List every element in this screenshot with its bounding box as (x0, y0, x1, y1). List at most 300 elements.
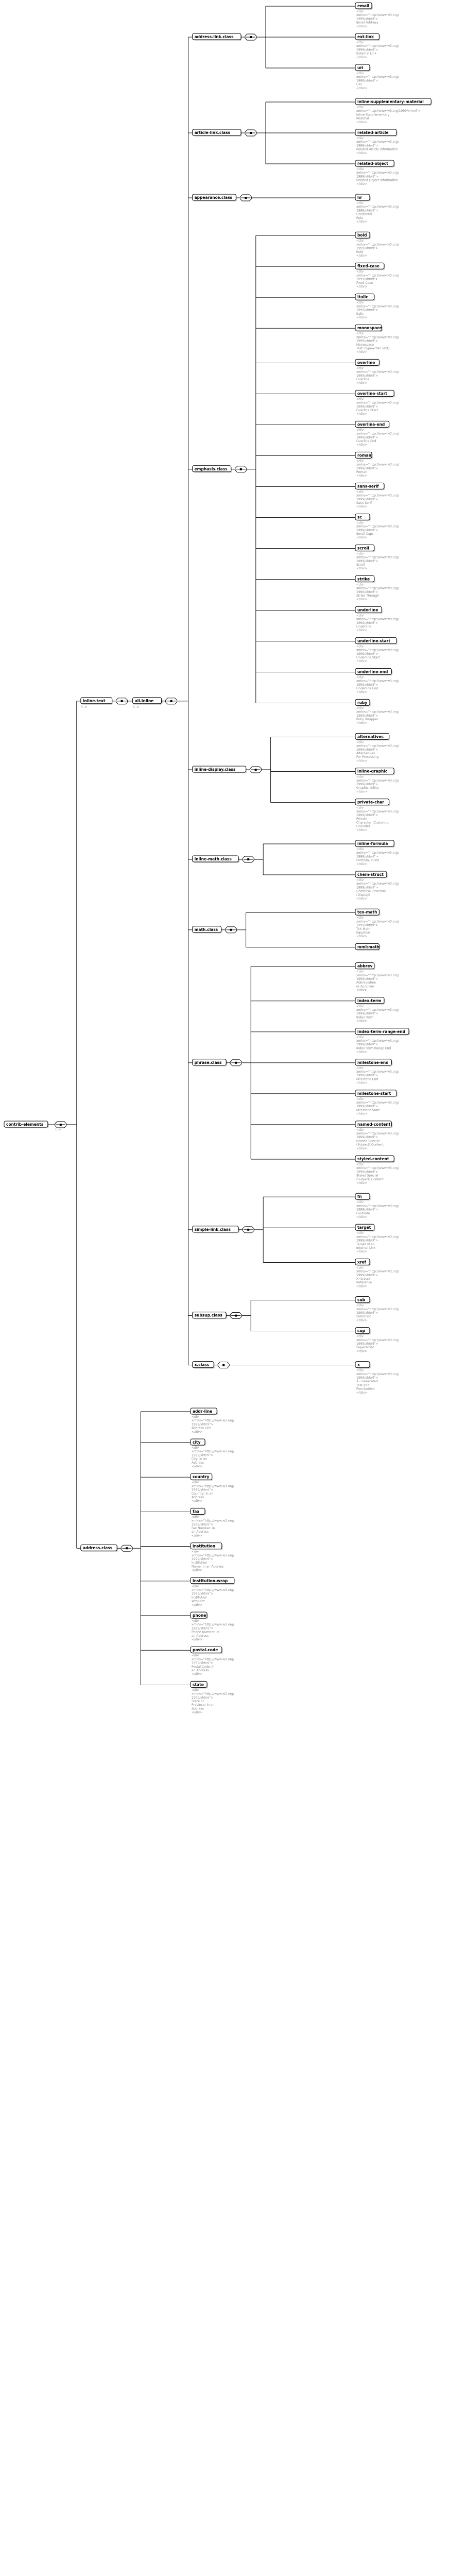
element-overline-label: overline (357, 360, 375, 365)
element-inline-formula-label: inline-formula (357, 841, 388, 846)
element-fixed-case-label: fixed-case (357, 264, 380, 269)
doc-styled-content (356, 1163, 400, 1185)
svg-text:<div: <div (356, 916, 364, 920)
class-x-class[interactable] (193, 1362, 215, 1369)
svg-text:External Link: External Link (356, 52, 377, 56)
doc-addr-line (192, 1415, 235, 1434)
doc-abbrev (356, 970, 400, 992)
svg-text:xmlns="http://www.w3.org/: xmlns="http://www.w3.org/ (356, 555, 399, 560)
address-class-group[interactable] (81, 1545, 118, 1552)
doc-inline-graphic (356, 775, 400, 794)
element-xref[interactable] (355, 1259, 371, 1266)
address-choice-compositor (121, 1545, 132, 1551)
doc-fn (356, 1200, 400, 1219)
element-strike[interactable] (355, 575, 375, 583)
element-postal-code[interactable] (191, 1647, 223, 1654)
element-postal-code-label: postal-code (193, 1648, 218, 1653)
element-related-article-label: related-article (357, 130, 389, 135)
svg-text:an Address: an Address (192, 1669, 209, 1672)
svg-text:1999/xhtml">: 1999/xhtml"> (356, 1239, 378, 1243)
svg-text:Overline: Overline (356, 378, 370, 381)
element-state-label: state (193, 1682, 204, 1687)
class-inline-math-class-label: inline-math.class (194, 857, 232, 861)
svg-text:<div: <div (356, 201, 364, 205)
doc-chem-struct (356, 878, 400, 901)
element-scroll[interactable] (355, 545, 375, 552)
doc-underline-start (356, 645, 400, 663)
svg-text:1999/xhtml">: 1999/xhtml"> (356, 1043, 378, 1047)
inline-text-group[interactable] (81, 698, 113, 705)
doc-related-object (356, 167, 400, 186)
element-alternatives[interactable] (355, 733, 390, 740)
svg-text:<div: <div (356, 806, 364, 810)
element-index-term-range-end[interactable] (355, 1028, 410, 1036)
element-related-object[interactable] (355, 160, 395, 167)
cardinality-label: 0..∞ (80, 705, 88, 709)
svg-text:Wrapper: Wrapper (192, 1599, 205, 1603)
svg-text:Inline Supplementary: Inline Supplementary (356, 113, 390, 117)
element-inline-formula[interactable] (355, 840, 395, 848)
svg-text:1999/xhtml">: 1999/xhtml"> (356, 466, 378, 470)
element-tex-math[interactable] (355, 909, 380, 916)
svg-text:xmlns="http://www.w3.org/: xmlns="http://www.w3.org/ (356, 744, 399, 748)
svg-text:<div: <div (356, 301, 364, 305)
svg-text:</div>: </div> (192, 1672, 203, 1676)
svg-text:</div>: </div> (356, 1181, 368, 1185)
svg-text:</div>: </div> (356, 24, 368, 28)
element-fn-label: fn (357, 1194, 362, 1199)
svg-text:Material: Material (356, 116, 369, 121)
svg-text:1999/xhtml">: 1999/xhtml"> (356, 814, 378, 817)
svg-text:<div: <div (192, 1481, 199, 1485)
svg-text:Footnote: Footnote (356, 1211, 370, 1215)
doc-alternatives (356, 740, 400, 762)
class-subsup-class[interactable] (193, 1312, 228, 1319)
svg-text:State or: State or (192, 1700, 204, 1703)
svg-text:</div>: </div> (356, 474, 368, 478)
class-choice-compositor (245, 34, 256, 40)
svg-text:xmlns="http://www.w3.org/: xmlns="http://www.w3.org/ (192, 1588, 234, 1592)
element-city-label: city (193, 1440, 201, 1445)
svg-text:xmlns="http://www.w3.org/: xmlns="http://www.w3.org/ (356, 335, 399, 340)
element-italic[interactable] (355, 294, 375, 301)
svg-text:Sans Serif: Sans Serif (356, 501, 372, 505)
element-ruby[interactable] (355, 699, 371, 706)
element-tex-math-label: tex-math (357, 910, 377, 915)
svg-text:xmlns="http://www.w3.org/: xmlns="http://www.w3.org/ (356, 679, 399, 683)
element-city[interactable] (191, 1439, 206, 1446)
svg-text:Styled Special: Styled Special (356, 1174, 378, 1178)
element-state[interactable] (191, 1681, 208, 1688)
element-sc[interactable] (355, 514, 371, 521)
svg-text:1999/xhtml">: 1999/xhtml"> (356, 48, 378, 52)
svg-text:xmlns="http://www.w3.org/: xmlns="http://www.w3.org/ (192, 1484, 234, 1488)
svg-text:1999/xhtml">: 1999/xhtml"> (192, 1696, 214, 1700)
doc-sans-serif (356, 490, 400, 509)
doc-private-char (356, 806, 400, 832)
svg-text:xmlns="http://www.w3.org/: xmlns="http://www.w3.org/ (356, 1039, 399, 1043)
svg-text:Roman: Roman (356, 470, 367, 474)
svg-text:1999/xhtml">: 1999/xhtml"> (192, 1661, 214, 1665)
svg-text:xmlns="http://www.w3.org/: xmlns="http://www.w3.org/ (356, 778, 399, 783)
element-ext-link-label: ext-link (357, 35, 374, 39)
class-simple-link-class-label: simple-link.class (194, 1227, 231, 1232)
element-overline-end[interactable] (355, 421, 390, 428)
class-appearance-class-label: appearance.class (194, 195, 233, 200)
element-ruby-label: ruby (357, 700, 368, 705)
element-inline-supplementary-material[interactable] (355, 98, 432, 106)
svg-text:For Processing: For Processing (356, 755, 379, 759)
svg-text:xmlns="http://www.w3.org/: xmlns="http://www.w3.org/ (356, 524, 399, 529)
svg-text:xmlns="http://www.w3.org/: xmlns="http://www.w3.org/ (356, 274, 399, 278)
svg-text:Small Caps: Small Caps (356, 532, 374, 536)
svg-text:Underline Start: Underline Start (356, 656, 380, 659)
doc-fax (192, 1515, 235, 1537)
svg-text:<div: <div (356, 1004, 364, 1008)
svg-text:xmlns="http://www.w3.org/: xmlns="http://www.w3.org/ (356, 809, 399, 814)
doc-overline-end (356, 428, 400, 447)
element-fn[interactable] (355, 1193, 371, 1200)
svg-text:</div>: </div> (356, 862, 368, 866)
svg-text:<div: <div (356, 41, 364, 44)
element-styled-content[interactable] (355, 1156, 395, 1163)
doc-ext-link (356, 41, 400, 59)
element-sans-serif-label: sans-serif (357, 484, 379, 489)
element-email[interactable] (355, 3, 373, 10)
svg-text:</div>: </div> (356, 1146, 368, 1150)
doc-underline (356, 614, 400, 632)
svg-text:1999/xhtml">: 1999/xhtml"> (356, 497, 378, 501)
element-sans-serif[interactable] (355, 483, 385, 490)
svg-text:<div: <div (356, 552, 364, 556)
svg-text:1999/xhtml">: 1999/xhtml"> (356, 1136, 378, 1140)
svg-text:<div: <div (356, 1097, 364, 1101)
svg-text:Named Special: Named Special (356, 1139, 380, 1143)
svg-text:<div: <div (356, 270, 364, 274)
doc-strike (356, 583, 400, 601)
element-institution-wrap[interactable] (191, 1578, 235, 1585)
svg-text:</div>: </div> (356, 86, 368, 90)
doc-institution-wrap (192, 1585, 235, 1607)
svg-text:xmlns="http://www.w3.org/: xmlns="http://www.w3.org/ (356, 617, 399, 621)
svg-text:1999/xhtml">: 1999/xhtml"> (356, 1170, 378, 1174)
element-uri[interactable] (355, 64, 371, 72)
svg-text:</div>: </div> (356, 629, 368, 633)
svg-text:Name: in an Address: Name: in an Address (192, 1565, 224, 1569)
svg-text:Address: Address (192, 1496, 204, 1499)
doc-bold (356, 239, 400, 258)
svg-text:URI: URI (356, 82, 362, 87)
element-styled-content-label: styled-content (357, 1157, 389, 1161)
element-addr-line[interactable] (191, 1408, 218, 1415)
svg-text:1999/xhtml">: 1999/xhtml"> (192, 1626, 214, 1631)
svg-text:1999/xhtml">: 1999/xhtml"> (356, 923, 378, 927)
element-chem-struct[interactable] (355, 871, 388, 878)
svg-text:Monospace: Monospace (356, 343, 374, 347)
doc-milestone-end (356, 1066, 400, 1085)
svg-text:xmlns="http://www.w3.org/: xmlns="http://www.w3.org/ (192, 1419, 234, 1423)
class-choice-compositor (226, 927, 237, 933)
svg-text:</div>: </div> (356, 220, 368, 224)
svg-text:xmlns="http://www.w3.org/: xmlns="http://www.w3.org/ (356, 1166, 399, 1171)
element-monospace[interactable] (355, 325, 383, 332)
element-overline-start[interactable] (355, 390, 395, 397)
svg-text:<div: <div (356, 397, 364, 401)
svg-text:<div: <div (356, 848, 364, 851)
element-sup[interactable] (355, 1328, 371, 1335)
svg-text:</div>: </div> (356, 350, 368, 354)
svg-text:xmlns="http://www.w3.org/: xmlns="http://www.w3.org/ (356, 973, 399, 977)
element-underline-start-label: underline-start (357, 638, 390, 643)
svg-text:Milestone End: Milestone End (356, 1077, 378, 1081)
svg-text:1999/xhtml">: 1999/xhtml"> (356, 621, 378, 625)
class-simple-link-class[interactable] (193, 1226, 240, 1233)
doc-named-content (356, 1128, 400, 1150)
svg-text:<div: <div (192, 1688, 199, 1692)
doc-postal-code (192, 1654, 235, 1676)
element-x[interactable] (355, 1362, 371, 1369)
doc-related-article (356, 137, 400, 155)
svg-text:X - Generated: X - Generated (356, 1380, 378, 1384)
svg-text:</div>: </div> (356, 505, 368, 509)
element-fixed-case[interactable] (355, 263, 385, 270)
svg-text:<div: <div (356, 1334, 364, 1338)
doc-email (356, 10, 400, 28)
svg-text:1999/xhtml">: 1999/xhtml"> (356, 1311, 378, 1315)
svg-text:<div: <div (356, 740, 364, 744)
svg-text:Address Line: Address Line (192, 1426, 212, 1430)
element-roman-label: roman (357, 453, 372, 458)
doc-x (356, 1369, 400, 1395)
root-element[interactable] (4, 1121, 49, 1128)
class-article-link-class[interactable] (193, 129, 242, 137)
class-inline-math-class[interactable] (193, 856, 240, 863)
svg-text:xmlns="http://www.w3.org/: xmlns="http://www.w3.org/ (192, 1553, 234, 1557)
svg-text:1999/xhtml">: 1999/xhtml"> (356, 435, 378, 439)
element-institution[interactable] (191, 1543, 223, 1550)
doc-inline-supplementary-material (356, 106, 421, 124)
element-bold-label: bold (357, 233, 367, 238)
svg-text:xmlns="http://www.w3.org/: xmlns="http://www.w3.org/ (356, 1204, 399, 1208)
svg-text:</div>: </div> (356, 120, 368, 124)
svg-text:1999/xhtml">: 1999/xhtml"> (356, 1074, 378, 1078)
element-related-article[interactable] (355, 129, 398, 137)
svg-text:1999/xhtml">: 1999/xhtml"> (356, 1012, 378, 1016)
svg-text:Private: Private (356, 817, 367, 821)
svg-text:1999/xhtml">: 1999/xhtml"> (356, 783, 378, 786)
svg-text:<div: <div (192, 1654, 199, 1658)
doc-overline (356, 366, 400, 385)
svg-text:xmlns="http://www.w3.org/: xmlns="http://www.w3.org/ (356, 1338, 399, 1342)
class-emphasis-class[interactable] (193, 466, 232, 473)
svg-text:xmlns="http://www.w3.org/: xmlns="http://www.w3.org/ (192, 1657, 234, 1662)
svg-text:</div>: </div> (356, 1391, 368, 1395)
svg-text:Graphic, Inline: Graphic, Inline (356, 786, 379, 790)
doc-country (192, 1481, 235, 1503)
element-underline-end-label: underline-end (357, 669, 388, 674)
svg-text:Fixed Case: Fixed Case (356, 281, 373, 285)
doc-sc (356, 521, 400, 539)
svg-text:1999/xhtml">: 1999/xhtml"> (192, 1453, 214, 1458)
element-related-object-label: related-object (357, 161, 388, 166)
svg-text:<div: <div (356, 583, 364, 587)
class-phrase-class[interactable] (193, 1059, 228, 1066)
svg-text:Address: Address (192, 1707, 204, 1711)
element-hr-label: hr (357, 195, 362, 200)
svg-text:Unicode): Unicode) (356, 824, 370, 828)
svg-text:</div>: </div> (356, 1349, 368, 1353)
svg-text:</div>: </div> (356, 381, 368, 385)
element-x-label: x (357, 1362, 360, 1367)
element-abbrev-label: abbrev (357, 963, 373, 969)
element-chem-struct-label: chem-struct (357, 872, 384, 877)
element-milestone-end[interactable] (355, 1059, 392, 1066)
element-inline-graphic[interactable] (355, 768, 395, 775)
element-target[interactable] (355, 1224, 375, 1231)
element-roman[interactable] (355, 452, 373, 459)
svg-text:Related Article Information: Related Article Information (356, 147, 398, 151)
class-choice-compositor (235, 466, 247, 472)
element-country[interactable] (191, 1473, 213, 1481)
svg-text:xmlns="http://www.w3.org/: xmlns="http://www.w3.org/ (356, 1235, 399, 1239)
class-article-link-class-label: article-link.class (194, 130, 231, 135)
element-underline-label: underline (357, 607, 378, 613)
svg-text:</div>: </div> (192, 1430, 203, 1434)
element-fax[interactable] (191, 1508, 206, 1515)
class-choice-compositor (240, 195, 251, 201)
element-underline[interactable] (355, 606, 383, 614)
svg-text:<div: <div (356, 428, 364, 432)
element-overline-end-label: overline-end (357, 422, 385, 427)
class-appearance-class[interactable] (193, 194, 237, 201)
svg-text:1999/xhtml">: 1999/xhtml"> (192, 1592, 214, 1596)
svg-text:xmlns="http://www.w3.org/1999/: xmlns="http://www.w3.org/1999/xhtml"> (356, 109, 421, 113)
element-institution-label: institution (193, 1544, 216, 1549)
svg-text:</div>: </div> (356, 151, 368, 155)
doc-overline-start (356, 397, 400, 416)
element-strike-label: strike (357, 577, 370, 582)
svg-text:<div: <div (356, 521, 364, 525)
svg-text:1999/xhtml">: 1999/xhtml"> (192, 1488, 214, 1492)
svg-text:<div: <div (356, 1303, 364, 1308)
svg-text:</div>: </div> (356, 254, 368, 258)
svg-text:Institution: Institution (192, 1561, 208, 1565)
svg-text:<div: <div (356, 1231, 364, 1235)
class-choice-compositor (245, 130, 256, 136)
doc-milestone-start (356, 1097, 400, 1116)
element-fax-label: fax (193, 1509, 200, 1514)
svg-text:xmlns="http://www.w3.org/: xmlns="http://www.w3.org/ (356, 432, 399, 436)
element-abbrev[interactable] (355, 963, 375, 970)
svg-text:</div>: </div> (356, 1250, 368, 1254)
svg-text:1999/xhtml">: 1999/xhtml"> (192, 1557, 214, 1561)
element-named-content[interactable] (355, 1121, 392, 1128)
element-institution-wrap-label: institution-wrap (193, 1578, 228, 1583)
element-private-char[interactable] (355, 799, 390, 806)
class-address-link-class[interactable] (193, 33, 242, 41)
svg-text:1999/xhtml">: 1999/xhtml"> (356, 1273, 378, 1277)
element-mml-math-label: mml:math (357, 944, 380, 950)
element-underline-end[interactable] (355, 668, 392, 675)
element-sub-label: sub (357, 1297, 366, 1302)
svg-text:xmlns="http://www.w3.org/: xmlns="http://www.w3.org/ (356, 401, 399, 405)
svg-text:</div>: </div> (192, 1638, 203, 1641)
all-inline-group[interactable] (133, 698, 163, 705)
svg-text:an Address: an Address (192, 1634, 209, 1638)
svg-text:</div>: </div> (356, 659, 368, 664)
class-math-class[interactable] (193, 926, 222, 934)
svg-text:</div>: </div> (356, 828, 368, 832)
doc-index-term-range-end (356, 1036, 400, 1054)
svg-text:xmlns="http://www.w3.org/: xmlns="http://www.w3.org/ (356, 920, 399, 924)
element-milestone-start-label: milestone-start (357, 1091, 391, 1096)
svg-text:Bold: Bold (356, 250, 364, 254)
class-phrase-class-label: phrase.class (194, 1060, 222, 1065)
svg-text:<div: <div (356, 1368, 364, 1372)
svg-text:City: in an: City: in an (192, 1457, 208, 1461)
element-phone[interactable] (191, 1612, 208, 1619)
element-bold[interactable] (355, 232, 371, 239)
element-milestone-start[interactable] (355, 1090, 398, 1097)
svg-text:</div>: </div> (192, 1603, 203, 1607)
svg-text:<div: <div (356, 10, 364, 13)
element-inline-supplementary-material-label: inline-supplementary-material (357, 99, 424, 104)
element-overline[interactable] (355, 359, 380, 366)
svg-text:</div>: </div> (356, 1081, 368, 1085)
element-sub[interactable] (355, 1297, 371, 1304)
inline-text-group-label: inline-text (82, 698, 106, 703)
svg-text:<div: <div (356, 1035, 364, 1039)
element-underline-start[interactable] (355, 637, 398, 645)
svg-text:xmlns="http://www.w3.org/: xmlns="http://www.w3.org/ (356, 586, 399, 590)
doc-monospace (356, 332, 400, 354)
svg-text:<div: <div (356, 239, 364, 243)
doc-sup (356, 1335, 400, 1353)
svg-text:1999/xhtml">: 1999/xhtml"> (356, 277, 378, 281)
svg-text:</div>: </div> (356, 182, 368, 186)
svg-text:<div: <div (356, 1163, 364, 1166)
doc-tex-math (356, 916, 400, 938)
class-choice-compositor (250, 767, 262, 773)
svg-text:xmlns="http://www.w3.org/: xmlns="http://www.w3.org/ (356, 140, 399, 144)
element-named-content-label: named-content (357, 1122, 391, 1127)
element-mml-math[interactable] (355, 943, 380, 951)
svg-text:</div>: </div> (356, 285, 368, 289)
svg-text:(Display): (Display) (356, 893, 370, 897)
svg-text:(Subject) Content: (Subject) Content (356, 1177, 384, 1181)
svg-text:</div>: </div> (192, 1499, 203, 1503)
svg-text:<div: <div (356, 490, 364, 494)
svg-text:1999/xhtml">: 1999/xhtml"> (356, 404, 378, 409)
svg-text:xmlns="http://www.w3.org/: xmlns="http://www.w3.org/ (356, 1101, 399, 1105)
svg-text:Italic: Italic (356, 312, 364, 316)
svg-text:</div>: </div> (356, 721, 368, 725)
svg-text:</div>: </div> (356, 1284, 368, 1289)
svg-text:1999/xhtml">: 1999/xhtml"> (356, 1342, 378, 1346)
svg-text:<div: <div (356, 614, 364, 618)
element-index-term[interactable] (355, 997, 385, 1005)
element-hr[interactable] (355, 194, 371, 201)
svg-text:1999/xhtml">: 1999/xhtml"> (356, 17, 378, 21)
svg-text:1999/xhtml">: 1999/xhtml"> (356, 79, 378, 83)
all-inline-choice-compositor (166, 698, 177, 704)
svg-text:</div>: </div> (192, 1568, 203, 1572)
class-inline-display-class[interactable] (193, 766, 247, 773)
svg-text:Reference: Reference (356, 1281, 372, 1285)
element-ext-link[interactable] (355, 33, 380, 41)
svg-text:</div>: </div> (356, 1050, 368, 1054)
svg-text:</div>: </div> (356, 1318, 368, 1323)
